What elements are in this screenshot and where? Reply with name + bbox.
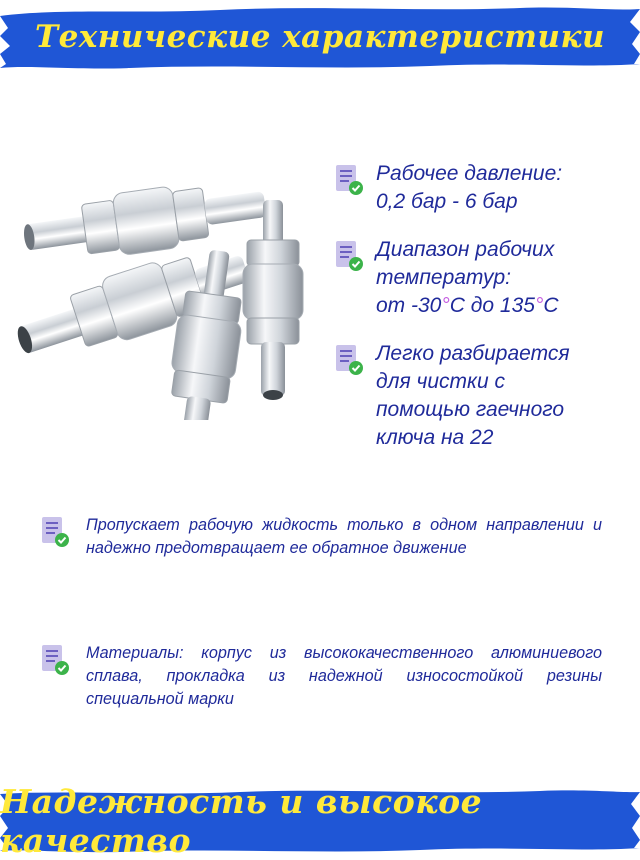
check-valve-product-image <box>14 160 314 420</box>
checklist-icon <box>40 516 70 548</box>
spec-label: Рабочее давление: <box>376 162 563 185</box>
temp-max: С до 135 <box>449 294 535 317</box>
note-text: Пропускает рабочую жидкость только в одном направлении и надежно предотвращает ее обратное движение <box>86 516 602 557</box>
note-one-way-flow <box>40 514 602 560</box>
degree-symbol: ° <box>441 294 450 317</box>
note-materials <box>40 642 602 711</box>
checklist-icon <box>334 164 364 196</box>
spec-item-pressure <box>334 160 630 216</box>
spec-value: 0,2 бар - 6 бар <box>376 190 518 213</box>
spec-label: температур: <box>376 266 511 289</box>
spec-label: помощью гаечного <box>376 398 565 421</box>
spec-label: Легко разбирается <box>376 342 570 365</box>
spec-label: Диапазон рабочих <box>376 238 555 261</box>
spec-item-maintenance <box>334 340 630 452</box>
note-text: Материалы: корпус из высококачественного алюминиевого сплава, прокладка из надежной износостойкой резины специальной марки <box>86 644 602 708</box>
degree-symbol: ° <box>534 294 544 317</box>
checklist-icon <box>40 644 70 676</box>
spec-value <box>376 292 630 320</box>
footer-title: Надежность и высокое качество <box>0 782 483 860</box>
spec-label: ключа на 22 <box>376 426 494 449</box>
footer-banner <box>0 782 640 860</box>
temp-unit: С <box>543 294 559 317</box>
temp-min: от -30 <box>376 294 442 317</box>
checklist-icon <box>334 344 364 376</box>
spec-list <box>334 160 630 472</box>
page-title: Технические характеристики <box>35 19 605 55</box>
spec-item-temperature <box>334 236 630 320</box>
header-banner <box>0 2 640 72</box>
checklist-icon <box>334 240 364 272</box>
spec-label: для чистки с <box>376 370 505 393</box>
